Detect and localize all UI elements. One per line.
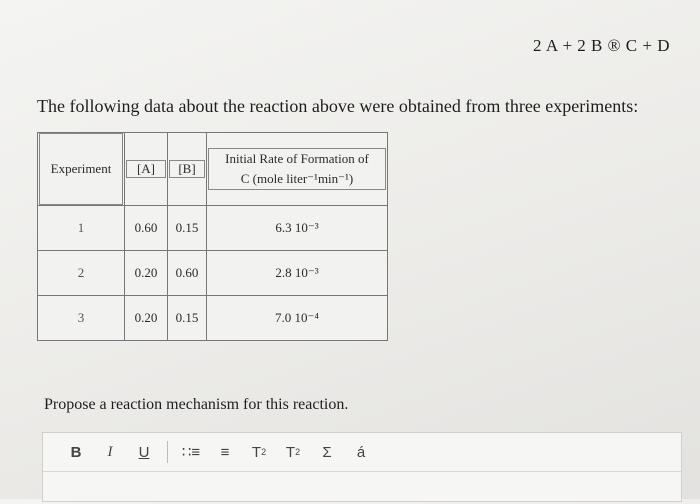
cell-b: 0.15 bbox=[168, 206, 207, 251]
ordered-list-icon: ≡ bbox=[220, 443, 230, 461]
sigma-button[interactable] bbox=[314, 439, 340, 465]
cell-a: 0.20 bbox=[125, 251, 168, 296]
reaction-equation: 2 A + 2 B ® C + D bbox=[533, 36, 670, 55]
subscript-icon: T bbox=[285, 443, 296, 461]
table-row bbox=[38, 296, 388, 341]
header-a-label: [A] bbox=[126, 160, 166, 178]
header-experiment-label: Experiment bbox=[39, 133, 123, 205]
unordered-list-icon: ∷≡ bbox=[181, 444, 201, 461]
experiment-table bbox=[37, 132, 388, 341]
subscript-mark-icon: 2 bbox=[295, 447, 301, 457]
answer-text-area[interactable] bbox=[43, 471, 681, 504]
cell-rate: 2.8 10⁻³ bbox=[207, 251, 388, 296]
bold-button[interactable]: B bbox=[70, 443, 82, 461]
intro-text: The following data about the reaction above were obtained from three experiments: bbox=[37, 96, 639, 116]
cell-rate: 7.0 10⁻⁴ bbox=[207, 296, 388, 341]
cell-rate: 6.3 10⁻³ bbox=[207, 206, 388, 251]
ordered-list-button[interactable] bbox=[212, 439, 238, 465]
unordered-list-button[interactable] bbox=[178, 439, 204, 465]
superscript-mark-icon: 2 bbox=[261, 447, 267, 457]
cell-a: 0.20 bbox=[125, 296, 168, 341]
header-rate-line2: C (mole liter⁻¹min⁻¹) bbox=[240, 171, 354, 186]
accent-icon: á bbox=[356, 443, 366, 461]
header-rate-line1: Initial Rate of Formation of bbox=[225, 151, 369, 166]
editor-toolbar bbox=[43, 433, 681, 471]
header-a bbox=[125, 133, 168, 206]
table-row bbox=[38, 206, 388, 251]
table-header-row bbox=[38, 133, 388, 206]
sigma-icon: Σ bbox=[322, 443, 332, 461]
table-row bbox=[38, 251, 388, 296]
cell-experiment: 1 bbox=[38, 206, 125, 251]
cell-experiment: 2 bbox=[38, 251, 125, 296]
cell-b: 0.15 bbox=[168, 296, 207, 341]
toolbar-divider bbox=[167, 441, 168, 463]
header-rate bbox=[207, 133, 388, 206]
cell-b: 0.60 bbox=[168, 251, 207, 296]
answer-editor bbox=[42, 432, 682, 502]
header-rate-label bbox=[208, 148, 386, 190]
superscript-button[interactable] bbox=[246, 439, 272, 465]
subscript-button[interactable] bbox=[280, 439, 306, 465]
header-b-label: [B] bbox=[169, 160, 205, 178]
cell-a: 0.60 bbox=[125, 206, 168, 251]
accent-button[interactable] bbox=[348, 439, 374, 465]
italic-button[interactable]: I bbox=[107, 443, 113, 460]
cell-experiment: 3 bbox=[38, 296, 125, 341]
header-b bbox=[168, 133, 207, 206]
superscript-icon: T bbox=[251, 443, 262, 461]
question-prompt: Propose a reaction mechanism for this reaction. bbox=[44, 396, 349, 413]
header-experiment bbox=[38, 133, 125, 206]
underline-button[interactable]: U bbox=[138, 443, 150, 461]
